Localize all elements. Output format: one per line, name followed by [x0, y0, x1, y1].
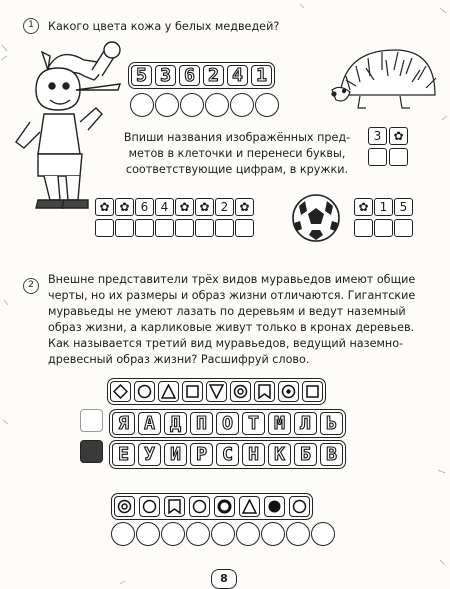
letter-cell: К — [268, 443, 291, 466]
word-cell: 3 — [368, 127, 387, 145]
letter-cell: Б — [294, 443, 317, 466]
letter-cell: Р — [190, 443, 213, 466]
instruction-line-2: метов в клеточки и перенеси буквы, — [128, 147, 346, 160]
word-input-cell[interactable] — [95, 219, 114, 237]
digit-cell: 2 — [203, 65, 224, 86]
circle-code-icon — [289, 496, 310, 517]
question-2-line-3: муравьеды не умеют лазать по деревьям и ведут наземный — [48, 305, 406, 318]
word-cell: 2 — [215, 198, 234, 216]
word-2-clues — [354, 198, 413, 216]
flower-cell: ✿ — [175, 198, 194, 216]
cipher-letters-row-1 — [109, 409, 346, 438]
answer-circles-q2 — [111, 522, 335, 546]
diamond-symbol-icon — [110, 381, 131, 402]
answer-circle[interactable] — [155, 93, 179, 117]
answer-circle[interactable] — [186, 522, 210, 546]
word-input-cell[interactable] — [389, 148, 408, 166]
cipher-row-2 — [80, 440, 346, 469]
answer-circle[interactable] — [255, 93, 279, 117]
question-1-text: Какого цвета кожа у белых медведей? — [48, 20, 280, 33]
triangle-symbol-icon — [158, 381, 179, 402]
digit-cell: 1 — [251, 65, 272, 86]
word-input-cell[interactable] — [175, 219, 194, 237]
word-input-cell[interactable] — [155, 219, 174, 237]
answer-circle[interactable] — [180, 93, 204, 117]
word-cell: 1 — [374, 198, 393, 216]
cipher-symbols-row — [107, 378, 326, 405]
row-marker-white — [80, 409, 103, 432]
letter-cell: Д — [164, 412, 187, 435]
question-2-line-5: Как называется третий вид муравьедов, ведущий наземно- — [48, 337, 404, 350]
dot-circle-symbol-icon — [278, 381, 299, 402]
flower-cell: ✿ — [195, 198, 214, 216]
answer-circle[interactable] — [161, 522, 185, 546]
word-cell: 6 — [135, 198, 154, 216]
question-2-line-2: черты, но их размеры и образ жизни отличаются. Гигантские — [48, 289, 416, 302]
answer-circle[interactable] — [130, 93, 154, 117]
word-2-inputs — [354, 219, 413, 237]
flower-cell: ✿ — [95, 198, 114, 216]
answer-circle[interactable] — [111, 522, 135, 546]
cipher-row-1 — [80, 409, 346, 438]
triangle-down-symbol-icon — [206, 381, 227, 402]
digit-cell: 4 — [227, 65, 248, 86]
letter-cell: П — [190, 412, 213, 435]
square-blank-symbol-icon — [302, 381, 323, 402]
black-circle-code-icon — [264, 496, 285, 517]
answer-code-row — [111, 493, 313, 520]
answer-circle[interactable] — [211, 522, 235, 546]
question-2-line-6: древесный образ жизни? Расшифруй слово. — [48, 353, 310, 366]
answer-circle[interactable] — [230, 93, 254, 117]
word-1-inputs — [95, 219, 254, 237]
pinocchio-illustration — [8, 40, 128, 210]
bold-circle-code-icon — [214, 496, 235, 517]
answer-circle[interactable] — [311, 522, 335, 546]
word-input-cell[interactable] — [235, 219, 254, 237]
letter-cell: М — [268, 412, 291, 435]
answer-circle[interactable] — [236, 522, 260, 546]
hedgehog-illustration — [330, 40, 440, 115]
flower-cell: ✿ — [115, 198, 134, 216]
digit-cell: 5 — [131, 65, 152, 86]
answer-circle[interactable] — [286, 522, 310, 546]
letter-cell: В — [320, 443, 343, 466]
letter-cell: Ь — [320, 412, 343, 435]
word-input-cell[interactable] — [394, 219, 413, 237]
word-input-cell[interactable] — [135, 219, 154, 237]
row-marker-black — [80, 440, 103, 463]
triangle-code-icon — [239, 496, 260, 517]
question-number-2: 2 — [23, 278, 39, 294]
letter-cell: Н — [242, 443, 265, 466]
letter-cell: Т — [242, 412, 265, 435]
word-input-cell[interactable] — [215, 219, 234, 237]
double-circle-code-icon — [114, 496, 135, 517]
instruction-line-3: соответствующие цифрам, в кружки. — [125, 163, 349, 176]
letter-cell: Е — [112, 443, 135, 466]
cipher-letters-row-2 — [109, 440, 346, 469]
flag-symbol-icon — [254, 381, 275, 402]
side-word-bottom — [368, 148, 408, 166]
letter-cell: О — [216, 412, 239, 435]
answer-circle[interactable] — [261, 522, 285, 546]
circle-symbol-icon — [134, 381, 155, 402]
word-input-cell[interactable] — [368, 148, 387, 166]
word-cell: 4 — [155, 198, 174, 216]
word-input-cell[interactable] — [354, 219, 373, 237]
word-input-cell[interactable] — [195, 219, 214, 237]
letter-cell: И — [164, 443, 187, 466]
word-input-cell[interactable] — [115, 219, 134, 237]
question-2-line-4: образ жизни, а карликовые живут только в кронах деревьев. — [48, 321, 415, 334]
question-2-line-1: Внешне представители трёх видов муравьедов имеют общие — [48, 273, 416, 286]
answer-circles-q1 — [130, 93, 279, 117]
flower-cell: ✿ — [235, 198, 254, 216]
circle-code-icon — [139, 496, 160, 517]
soccer-ball-illustration — [291, 193, 341, 243]
flower-cell: ✿ — [354, 198, 373, 216]
letter-cell: У — [138, 443, 161, 466]
digit-cell: 6 — [179, 65, 200, 86]
flag-code-icon — [164, 496, 185, 517]
digit-cell: 3 — [155, 65, 176, 86]
digit-key-row — [128, 62, 275, 89]
word-input-cell[interactable] — [374, 219, 393, 237]
instruction-line-1: Впиши названия изображённых пред- — [123, 131, 351, 144]
answer-circle[interactable] — [205, 93, 229, 117]
double-circle-symbol-icon — [230, 381, 251, 402]
word-1-clues — [95, 198, 254, 216]
answer-circle[interactable] — [136, 522, 160, 546]
circle-code-icon — [189, 496, 210, 517]
letter-cell: А — [138, 412, 161, 435]
word-cell: 5 — [394, 198, 413, 216]
flower-cell: ✿ — [389, 127, 408, 145]
page-number: 8 — [211, 569, 237, 589]
square-symbol-icon — [182, 381, 203, 402]
letter-cell: Я — [112, 412, 135, 435]
question-number-1: 1 — [23, 18, 39, 34]
letter-cell: Л — [294, 412, 317, 435]
side-word-top — [368, 127, 408, 145]
letter-cell: С — [216, 443, 239, 466]
